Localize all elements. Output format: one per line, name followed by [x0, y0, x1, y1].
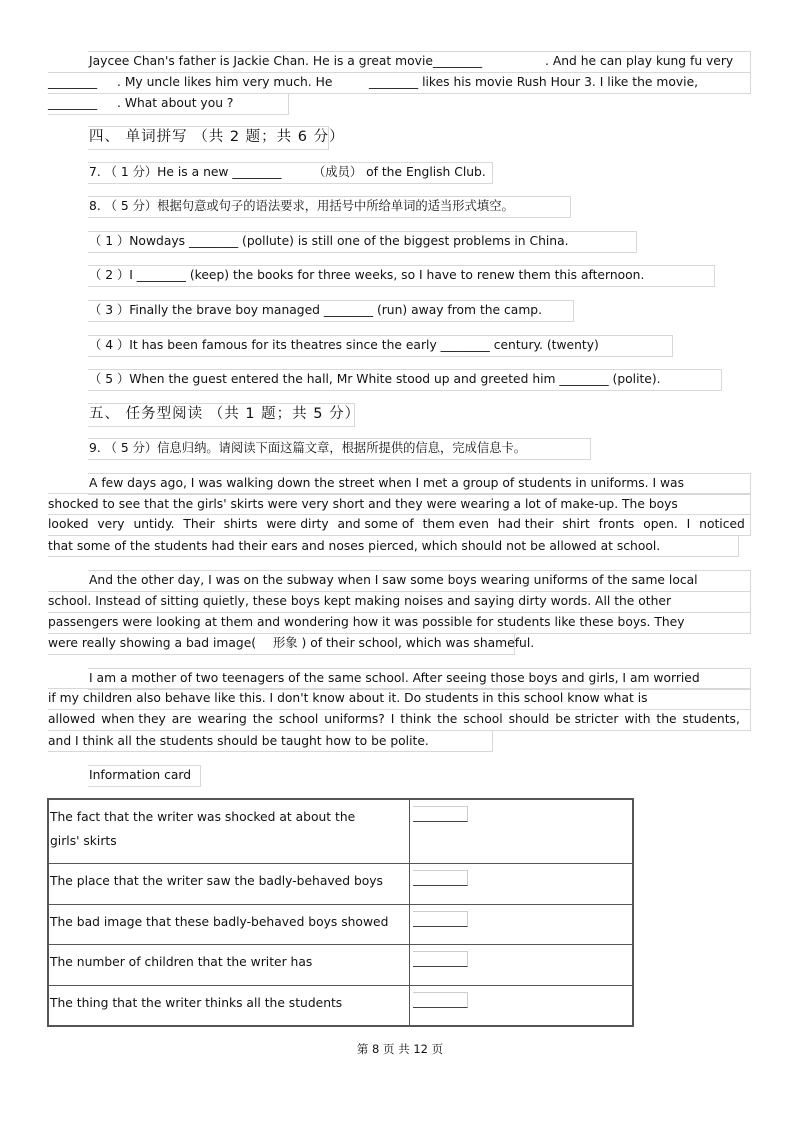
passage-p3-line-4: and I think all the students should be taught how to be polite.	[48, 734, 429, 748]
question-7-a: 7. （ 1 分）He is a new ________	[89, 165, 282, 179]
passage-p2-line-4b: 形象 ) of their school, which was shameful.	[273, 636, 535, 650]
info-card-answer-field[interactable]	[410, 985, 634, 1026]
answer-blank[interactable]	[413, 992, 468, 1008]
page-footer: 第 8 页 共 12 页	[356, 1042, 444, 1056]
info-card-row	[48, 944, 633, 985]
info-card-question: The bad image that these badly-behaved boys showed	[48, 904, 410, 944]
passage-p3-line-1: I am a mother of two teenagers of the same school. After seeing those boys and girls, I am worried	[89, 671, 700, 685]
passage-p2-line-4a: were really showing a bad image(	[48, 636, 257, 650]
info-card-row	[48, 799, 633, 863]
section-4-heading: 四、 单词拼写 （共 2 题；共 6 分）	[89, 129, 345, 145]
question-9: 9. （ 5 分）信息归纳。请阅读下面这篇文章，根据所提供的信息，完成信息卡。	[89, 441, 527, 455]
section-5-heading: 五、 任务型阅读 （共 1 题；共 5 分）	[89, 406, 361, 422]
q8-item-2: （ 2 ）I ________ (keep) the books for three weeks, so I have to renew them this afternoon.	[89, 268, 645, 282]
q8-item-4: （ 4 ）It has been famous for its theatres since the early ________ century. (twenty)	[89, 338, 599, 352]
q8-item-1: （ 1 ）Nowdays ________ (pollute) is still one of the biggest problems in China.	[89, 234, 569, 248]
passage-p2-line-3: passengers were looking at them and wondering how it was possible for students like these boys. They	[48, 615, 685, 629]
info-card-question: The number of children that the writer has	[48, 944, 410, 985]
top-line-3a: ________	[48, 96, 98, 110]
answer-blank[interactable]	[413, 911, 468, 927]
info-card-question: The thing that the writer thinks all the students	[48, 985, 410, 1026]
info-card-table	[47, 798, 634, 1027]
question-8: 8. （ 5 分）根据句意或句子的语法要求，用括号中所给单词的适当形式填空。	[89, 199, 514, 213]
top-line-1a: Jaycee Chan's father is Jackie Chan. He is a great movie________	[89, 54, 483, 68]
top-line-2a: ________	[48, 75, 98, 89]
top-line-2b: . My uncle likes him very much. He	[117, 75, 333, 89]
info-card-answer-field[interactable]	[410, 799, 634, 863]
passage-p2-line-2: school. Instead of sitting quietly, these boys kept making noises and saying dirty words. All the other	[48, 594, 672, 608]
answer-blank[interactable]	[413, 806, 468, 822]
q8-item-3: （ 3 ）Finally the brave boy managed ________ (run) away from the camp.	[89, 303, 543, 317]
info-card-row	[48, 904, 633, 944]
q8-item-5: （ 5 ）When the guest entered the hall, Mr White stood up and greeted him ________ (polite).	[89, 372, 661, 386]
passage-p1-line-1: A few days ago, I was walking down the street when I met a group of students in uniforms. I was	[89, 476, 684, 490]
passage-p1-line-2: shocked to see that the girls' skirts were very short and they were wearing a lot of make-up. The boys	[48, 497, 678, 511]
top-line-1b: . And he can play kung fu very	[545, 54, 734, 68]
info-card-row	[48, 863, 633, 904]
info-card-question: The fact that the writer was shocked at about the girls' skirts	[48, 799, 410, 863]
info-card-question: The place that the writer saw the badly-behaved boys	[48, 863, 410, 904]
passage-p3-line-2: if my children also behave like this. I don't know about it. Do students in this school know what is	[48, 691, 648, 705]
info-card-row	[48, 985, 633, 1026]
answer-blank[interactable]	[413, 951, 468, 967]
info-card-answer-field[interactable]	[410, 863, 634, 904]
passage-p1-line-4: that some of the students had their ears and noses pierced, which should not be allowed at school.	[48, 539, 661, 553]
passage-p3-line-3: allowed when they are wearing the school uniforms? I think the school should be stricter with the students,	[48, 712, 740, 726]
top-line-2c: ________ likes his movie Rush Hour 3. I like the movie,	[369, 75, 699, 89]
passage-p1-line-3: looked very untidy. Their shirts were dirty and some of them even had their shirt fronts open. I noticed	[48, 517, 745, 531]
passage-p2-line-1: And the other day, I was on the subway when I saw some boys wearing uniforms of the same local	[89, 573, 698, 587]
info-card-answer-field[interactable]	[410, 904, 634, 944]
info-card-label: Information card	[89, 768, 192, 782]
top-line-3b: . What about you ?	[117, 96, 234, 110]
question-7-b: （成员） of the English Club.	[313, 165, 486, 179]
info-card-answer-field[interactable]	[410, 944, 634, 985]
answer-blank[interactable]	[413, 870, 468, 886]
